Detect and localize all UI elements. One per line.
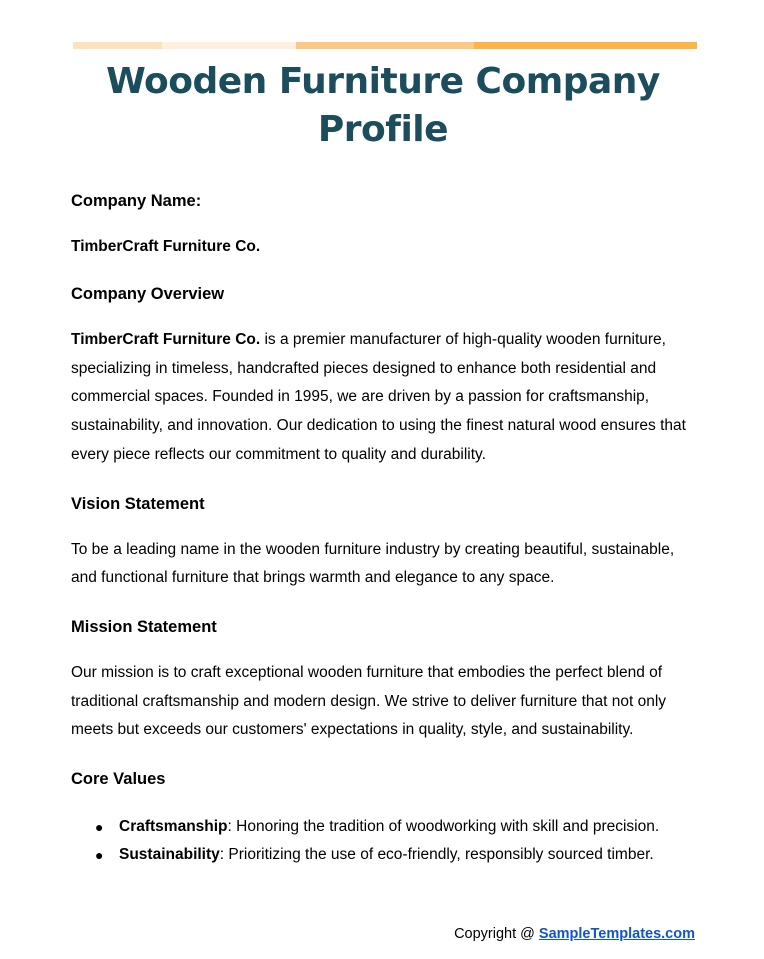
value-description: : Prioritizing the use of eco-friendly, responsibly sourced timber.: [219, 846, 654, 864]
vision-heading: Vision Statement: [71, 494, 205, 513]
vision-paragraph: To be a leading name in the wooden furniture industry by creating beautiful, sustainable, and functional furniture that brings warmth and elegance to any space.: [71, 540, 675, 587]
company-name: TimberCraft Furniture Co.: [71, 238, 261, 255]
sampletemplates-link[interactable]: SampleTemplates.com: [538, 926, 695, 942]
mission-heading: Mission Statement: [71, 617, 217, 636]
overview-text: is a premier manufacturer of high-quality wooden furniture, specializing in timeless, handcrafted pieces designed to enhance both residential and commercial spaces. Founded in 1995, we are driven by a passion for craftsmanship, sustainability, and innovation. Our dedication to using the finest natural wood ensures that every piece reflects our commitment to quality and durability.: [71, 331, 686, 463]
copyright-text: Copyright @: [454, 926, 539, 942]
overview-paragraph: [71, 326, 699, 470]
top-bar-segment-3: [296, 42, 474, 49]
company-name-heading: Company Name:: [71, 192, 202, 210]
overview-heading: Company Overview: [71, 285, 225, 303]
value-term: Craftsmanship: [119, 818, 228, 836]
list-item: [95, 813, 699, 841]
bullet-icon: ●: [95, 819, 104, 836]
copyright-footer: [454, 924, 695, 944]
top-bar-segment-4: [474, 42, 697, 49]
value-description: : Honoring the tradition of woodworking with skill and precision.: [227, 818, 660, 836]
core-values-heading: Core Values: [71, 770, 166, 789]
decorative-top-bar: [73, 42, 697, 49]
top-bar-segment-2: [162, 42, 296, 49]
document-body: [71, 186, 699, 869]
value-term: Sustainability: [119, 846, 220, 864]
list-item: [95, 841, 699, 869]
core-values-list: [71, 813, 699, 869]
top-bar-segment-1: [73, 42, 162, 49]
page-title: Wooden Furniture Company Profile: [106, 61, 660, 150]
mission-paragraph: Our mission is to craft exceptional wooden furniture that embodies the perfect blend of traditional craftsmanship and modern design. We strive to deliver furniture that not only meets but exceeds our customers' expectations in quality, style, and sustainability.: [71, 663, 667, 739]
overview-lead: TimberCraft Furniture Co.: [71, 331, 261, 348]
bullet-icon: ●: [95, 847, 104, 864]
